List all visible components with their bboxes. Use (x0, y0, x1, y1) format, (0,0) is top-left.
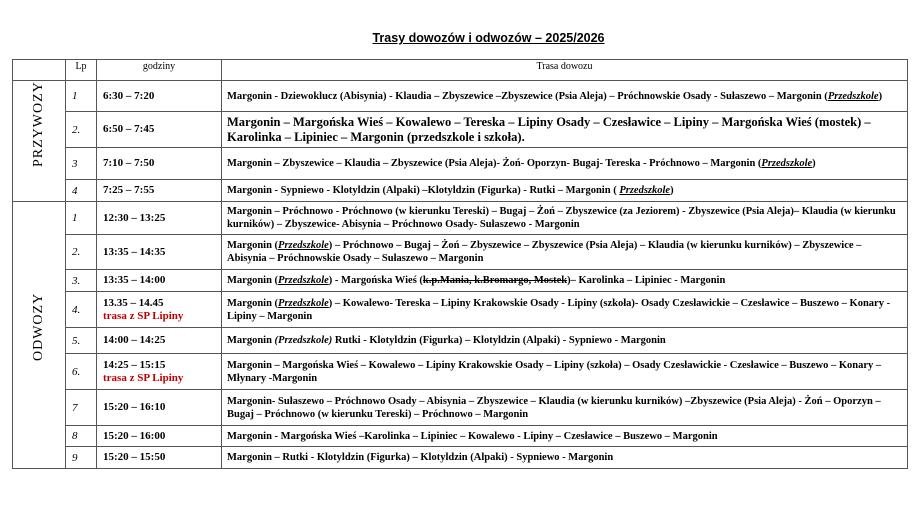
route-header: Trasa dowozu (222, 60, 908, 81)
row-lp: 9 (66, 447, 97, 469)
routes-table (12, 59, 908, 469)
row-hours: 13:35 – 14:35 (97, 235, 222, 270)
group-header (13, 60, 66, 81)
row-route: Margonin – Margońska Wieś – Kowalewo – Lipiny Krakowskie Osady – Lipiny (szkoła) – Osady Czesławickie - Czesławice – Buszewo – Konary – Młynary -Margonin (222, 354, 908, 390)
row-lp: 8 (66, 426, 97, 447)
row-hours: 14:00 – 14:25 (97, 328, 222, 354)
table-row (13, 354, 908, 390)
table-row (13, 328, 908, 354)
row-route: Margonin - Sypniewo - Klotyldzin (Alpaki) –Klotyldzin (Figurka) - Rutki – Margonin ( Przedszkole) (222, 180, 908, 202)
row-route: Margonin (Przedszkole) Rutki - Klotyldzin (Figurka) – Klotyldzin (Alpaki) - Sypniewo - Margonin (222, 328, 908, 354)
row-lp: 1 (66, 81, 97, 112)
group-odwozy: ODWOZY (13, 202, 66, 469)
table-row (13, 292, 908, 328)
table-row (13, 112, 908, 148)
row-hours: 15:20 – 16:00 (97, 426, 222, 447)
row-hours: 15:20 – 16:10 (97, 390, 222, 426)
row-route: Margonin – Próchnowo - Próchnowo (w kierunku Tereski) – Bugaj – Żoń – Zbyszewice (za Jeziorem) - Zbyszewice (Psia Aleja)– Klaudia (w kierunku kurników) – Zbyszewice- Abisynia – Próchnowo Osady- Sułaszewo - Margonin (222, 202, 908, 235)
row-route: Margonin - Dziewoklucz (Abisynia) - Klaudia – Zbyszewice –Zbyszewice (Psia Aleja) – Próchnowskie Osady - Sułaszewo – Margonin (Przedszkole) (222, 81, 908, 112)
row-hours: 7:10 – 7:50 (97, 148, 222, 180)
table-row (13, 148, 908, 180)
table-row (13, 390, 908, 426)
row-lp: 1 (66, 202, 97, 235)
row-lp: 2. (66, 235, 97, 270)
row-hours: 13:35 – 14:00 (97, 270, 222, 292)
row-lp: 5. (66, 328, 97, 354)
table-row (13, 81, 908, 112)
row-lp: 3 (66, 148, 97, 180)
table-row (13, 426, 908, 447)
route-note: trasa z SP Lipiny (103, 371, 184, 384)
row-hours: 13.35 – 14.45 trasa z SP Lipiny (97, 292, 222, 328)
row-hours: 14:25 – 15:15 trasa z SP Lipiny (97, 354, 222, 390)
row-route: Margonin (Przedszkole) – Kowalewo- Tereska – Lipiny Krakowskie Osady - Lipiny (szkoła)- Osady Czesławickie – Czesławice – Buszewo – Konary - Lipiny – Margonin (222, 292, 908, 328)
hours-header: godziny (97, 60, 222, 81)
row-hours: 6:50 – 7:45 (97, 112, 222, 148)
lp-header: Lp (66, 60, 97, 81)
row-hours: 6:30 – 7:20 (97, 81, 222, 112)
table-row (13, 180, 908, 202)
table-row (13, 235, 908, 270)
row-route: Margonin - Margońska Wieś –Karolinka – Lipiniec – Kowalewo - Lipiny – Czesławice – Buszewo – Margonin (222, 426, 908, 447)
table-row (13, 202, 908, 235)
row-route: Margonin – Margońska Wieś – Kowalewo – Tereska – Lipiny Osady – Czesławice – Lipiny – Margońska Wieś (mostek) – Karolinka – Lipiniec – Margonin (przedszkole i szkoła). (222, 112, 908, 148)
row-lp: 4. (66, 292, 97, 328)
row-route: Margonin – Zbyszewice – Klaudia – Zbyszewice (Psia Aleja)- Żoń- Oporzyn- Bugaj- Tereska - Próchnowo – Margonin (Przedszkole) (222, 148, 908, 180)
group-przywozy: PRZYWOZY (13, 81, 66, 202)
row-lp: 3. (66, 270, 97, 292)
row-lp: 7 (66, 390, 97, 426)
route-note: trasa z SP Lipiny (103, 309, 184, 322)
row-route: Margonin (Przedszkole) – Próchnowo – Bugaj – Żoń – Zbyszewice – Zbyszewice (Psia Aleja) – Klaudia (w kierunku kurników) – Zbyszewice – Abisynia – Próchnowskie Osady – Sułaszewo – Margonin (222, 235, 908, 270)
row-route: Margonin (Przedszkole) - Margońska Wieś (k.p.Mania, k.Bromargo, Mostek)– Karolinka – Lipiniec - Margonin (222, 270, 908, 292)
table-row (13, 270, 908, 292)
row-route: Margonin- Sułaszewo – Próchnowo Osady – Abisynia – Zbyszewice – Klaudia (w kierunku kurników) –Zbyszewice (Psia Aleja) - Żoń – Oporzyn – Bugaj – Próchnowo (w kierunku Tereski) – Próchnowo – Margonin (222, 390, 908, 426)
row-route: Margonin – Rutki - Klotyldzin (Figurka) – Klotyldzin (Alpaki) - Sypniewo - Margonin (222, 447, 908, 469)
row-lp: 4 (66, 180, 97, 202)
row-hours: 15:20 – 15:50 (97, 447, 222, 469)
table-row (13, 447, 908, 469)
row-hours: 7:25 – 7:55 (97, 180, 222, 202)
row-lp: 6. (66, 354, 97, 390)
row-lp: 2. (66, 112, 97, 148)
row-hours: 12:30 – 13:25 (97, 202, 222, 235)
page-title: Trasy dowozów i odwozów – 2025/2026 (372, 31, 605, 45)
header-row (13, 60, 908, 81)
